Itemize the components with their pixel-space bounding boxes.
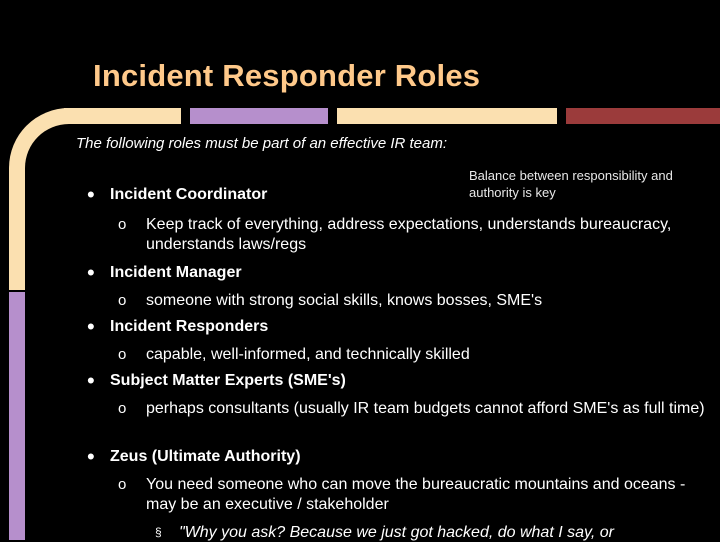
bullet-icon: •	[87, 368, 95, 393]
sub-bullet-icon: o	[118, 292, 127, 309]
intro-text: The following roles must be part of an effective IR team:	[76, 135, 448, 152]
bullet-icon: •	[87, 314, 95, 339]
slide-title: Incident Responder Roles	[93, 58, 481, 93]
role-detail-text: someone with strong social skills, knows bosses, SME's	[146, 292, 543, 309]
role-detail-text: You need someone who can move the bureaucratic mountains and oceans - may be an executive / stakeholder	[146, 476, 686, 513]
role-name: Zeus (Ultimate Authority)	[110, 448, 301, 465]
section-bullet-icon: §	[155, 525, 162, 539]
accent-bar-4	[566, 108, 720, 124]
sub-bullet-icon: o	[118, 346, 127, 363]
sub-bullet-icon: o	[118, 476, 127, 493]
bullet-icon: •	[87, 182, 95, 207]
frame-left-purple	[9, 292, 25, 540]
accent-bar-3	[337, 108, 557, 124]
callout-note: Balance between responsibility and authority is key	[469, 168, 673, 200]
role-name: Incident Coordinator	[110, 186, 268, 203]
role-name: Incident Manager	[110, 264, 242, 281]
role-quote-text: "Why you ask? Because we just got hacked, do what I say, or	[179, 524, 614, 541]
role-detail-text: Keep track of everything, address expectations, understands bureaucracy, understands laws/regs	[146, 216, 672, 253]
role-name: Subject Matter Experts (SME's)	[110, 372, 346, 389]
frame-left-cream	[9, 170, 25, 290]
role-detail-text: capable, well-informed, and technically skilled	[146, 346, 470, 363]
bullet-icon: •	[87, 260, 95, 285]
accent-bar-1	[64, 108, 181, 124]
sub-bullet-icon: o	[118, 216, 127, 233]
sub-bullet-icon: o	[118, 400, 127, 417]
accent-bar-2	[190, 108, 328, 124]
role-detail-text: perhaps consultants (usually IR team budgets cannot afford SME's as full time)	[146, 400, 705, 417]
bullet-icon: •	[87, 444, 95, 469]
role-name: Incident Responders	[110, 318, 269, 335]
